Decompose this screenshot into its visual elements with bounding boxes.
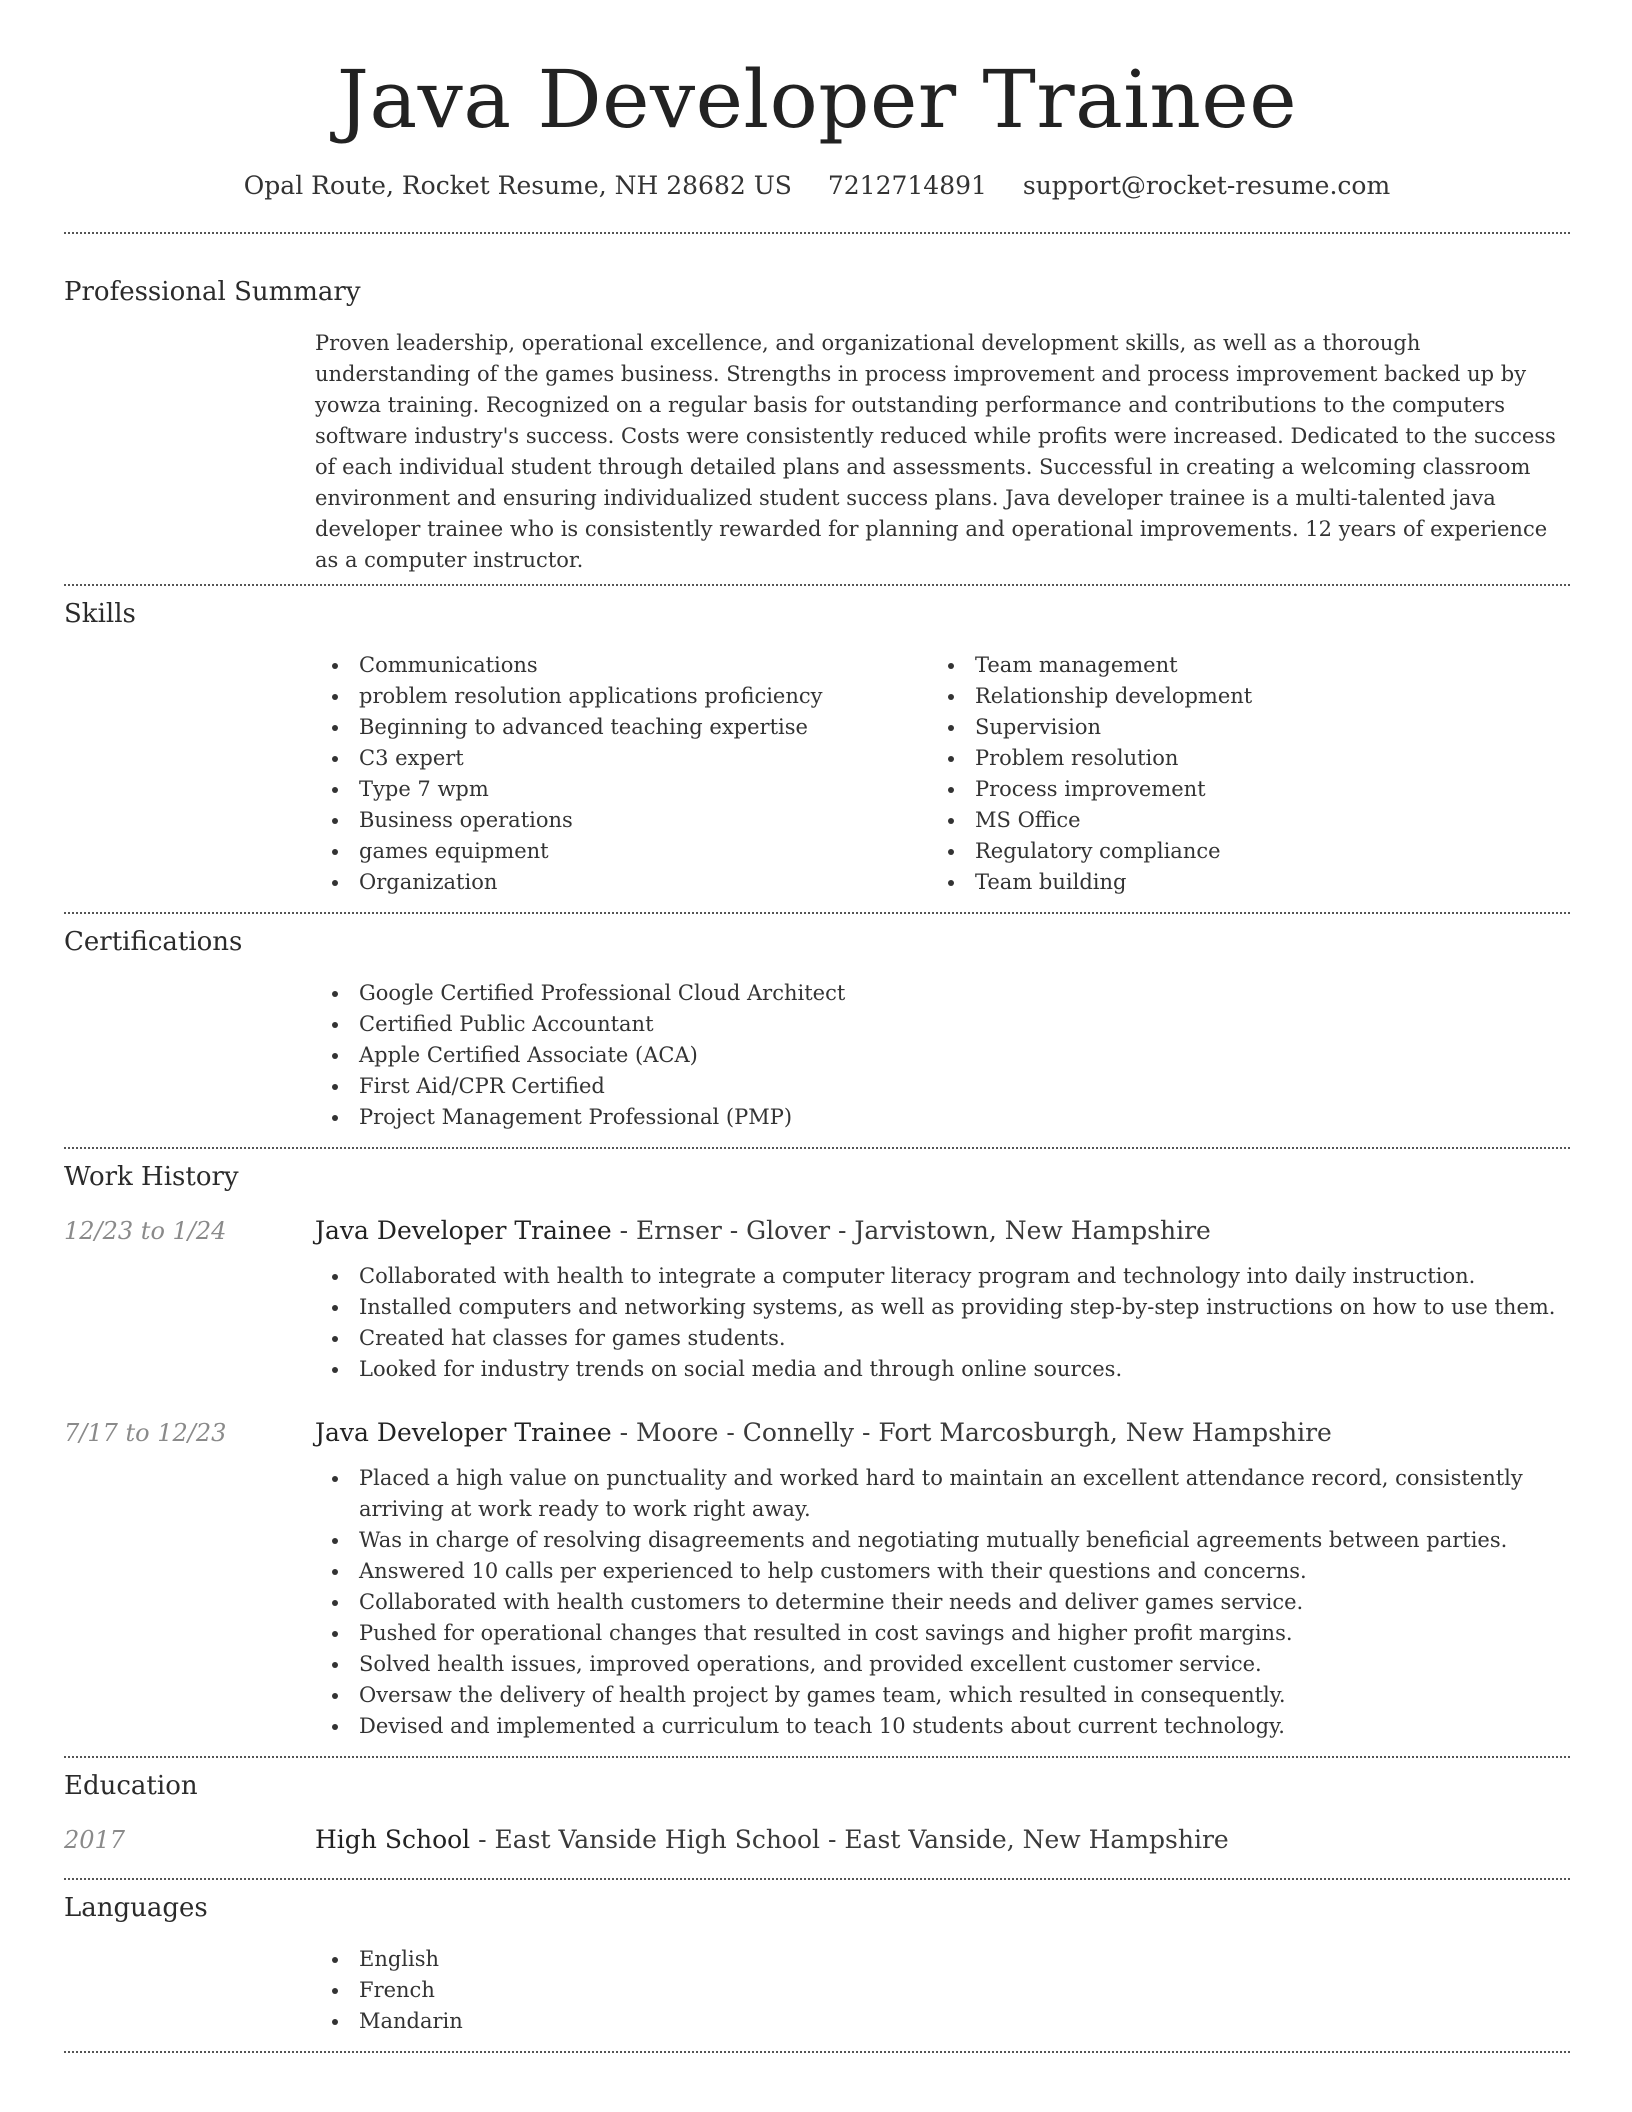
skill-item: MS Office	[931, 805, 1547, 836]
job-details: - Moore - Connelly - Fort Marcosburgh, New Hampshire	[611, 1418, 1332, 1447]
job-bullet: Placed a high value on punctuality and worked hard to maintain an excellent attendance record, consistently arriving at work ready to work right away.	[315, 1463, 1570, 1525]
skill-item: Team building	[931, 867, 1547, 898]
job-bullet: Solved health issues, improved operations, and provided excellent customer service.	[315, 1649, 1570, 1680]
certifications-list	[315, 978, 1570, 1133]
job-bullet: Collaborated with health customers to determine their needs and deliver games service.	[315, 1587, 1570, 1618]
job-role: Java Developer Trainee	[315, 1418, 612, 1447]
languages-heading: Languages	[64, 1893, 208, 1923]
resume-name: Java Developer Trainee	[336, 53, 1298, 146]
certification-item: First Aid/CPR Certified	[315, 1071, 1570, 1102]
summary-heading: Professional Summary	[64, 277, 361, 307]
job-body	[315, 1463, 1570, 1742]
certifications-heading: Certifications	[64, 927, 243, 957]
certifications-section	[64, 924, 1570, 1133]
summary-section	[64, 274, 1570, 576]
contact-email: support@rocket-resume.com	[1022, 171, 1391, 200]
skills-body	[315, 650, 1570, 898]
skills-list-left	[315, 650, 931, 898]
job-header	[64, 1213, 1570, 1249]
skills-section	[64, 596, 1570, 898]
contact-phone: 7212714891	[827, 171, 987, 200]
section-divider	[64, 912, 1570, 914]
certification-item: Certified Public Accountant	[315, 1009, 1570, 1040]
languages-section	[64, 1890, 1570, 2037]
job-bullet: Collaborated with health to integrate a computer literacy program and technology into daily instruction.	[315, 1261, 1570, 1292]
skill-item: Business operations	[315, 805, 931, 836]
job-date: 7/17 to 12/23	[64, 1419, 227, 1447]
job-header	[64, 1415, 1570, 1451]
skill-item: problem resolution applications proficiency	[315, 681, 931, 712]
skill-item: Beginning to advanced teaching expertise	[315, 712, 931, 743]
section-divider	[64, 584, 1570, 586]
job-details: - Ernser - Glover - Jarvistown, New Hampshire	[611, 1216, 1211, 1245]
job-date: 12/23 to 1/24	[64, 1217, 227, 1245]
job-entry	[64, 1213, 1570, 1385]
skills-heading: Skills	[64, 599, 136, 629]
job-bullets	[315, 1261, 1570, 1385]
certifications-body	[315, 978, 1570, 1133]
skill-item: C3 expert	[315, 743, 931, 774]
job-bullet: Created hat classes for games students.	[315, 1323, 1570, 1354]
skill-item: games equipment	[315, 836, 931, 867]
skill-item: Problem resolution	[931, 743, 1547, 774]
education-section	[64, 1768, 1570, 1858]
work-history-section	[64, 1159, 1570, 1742]
summary-body	[315, 328, 1570, 576]
contact-line	[64, 168, 1570, 204]
job-bullet: Installed computers and networking systems, as well as providing step-by-step instructions on how to use them.	[315, 1292, 1570, 1323]
skill-item: Team management	[931, 650, 1547, 681]
job-role: Java Developer Trainee	[315, 1216, 612, 1245]
section-divider	[64, 2051, 1570, 2053]
language-item: English	[315, 1944, 1570, 1975]
section-divider	[64, 1878, 1570, 1880]
skills-list-right	[931, 650, 1547, 898]
job-bullet: Pushed for operational changes that resulted in cost savings and higher profit margins.	[315, 1618, 1570, 1649]
contact-address: Opal Route, Rocket Resume, NH 28682 US	[243, 171, 792, 200]
education-date: 2017	[64, 1826, 126, 1854]
job-bullets	[315, 1463, 1570, 1742]
certification-item: Apple Certified Associate (ACA)	[315, 1040, 1570, 1071]
language-item: French	[315, 1975, 1570, 2006]
section-divider	[64, 1756, 1570, 1758]
skill-item: Organization	[315, 867, 931, 898]
languages-body	[315, 1944, 1570, 2037]
summary-text: Proven leadership, operational excellence, and organizational development skills, as well as a thorough understanding of the games business. Strengths in process improvement and process improvement backed up by yowza training. Recognized on a regular basis for outstanding performance and contributions to the computers software industry's success. Costs were consistently reduced while profits were increased. Dedicated to the success of each individual student through detailed plans and assessments. Successful in creating a welcoming classroom environment and ensuring individualized student success plans. Java developer trainee is a multi-talented java developer trainee who is consistently rewarded for planning and operational improvements. 12 years of experience as a computer instructor.	[315, 331, 1556, 572]
job-bullet: Answered 10 calls per experienced to help customers with their questions and concerns.	[315, 1556, 1570, 1587]
education-title-line	[315, 1822, 1229, 1858]
skill-item: Process improvement	[931, 774, 1547, 805]
skill-item: Regulatory compliance	[931, 836, 1547, 867]
skill-item: Relationship development	[931, 681, 1547, 712]
skill-item: Supervision	[931, 712, 1547, 743]
certification-item: Project Management Professional (PMP)	[315, 1102, 1570, 1133]
language-item: Mandarin	[315, 2006, 1570, 2037]
section-divider	[64, 232, 1570, 234]
section-divider	[64, 1147, 1570, 1149]
education-details: - East Vanside High School - East Vanside, New Hampshire	[470, 1825, 1229, 1854]
job-bullet: Devised and implemented a curriculum to teach 10 students about current technology.	[315, 1711, 1570, 1742]
languages-list	[315, 1944, 1570, 2037]
job-body	[315, 1261, 1570, 1385]
job-bullet: Looked for industry trends on social media and through online sources.	[315, 1354, 1570, 1385]
resume-page	[64, 0, 1570, 2053]
education-heading: Education	[64, 1771, 198, 1801]
work-history-heading: Work History	[64, 1162, 239, 1192]
job-entry	[64, 1415, 1570, 1742]
job-title-line	[315, 1415, 1332, 1451]
education-degree: High School	[315, 1825, 471, 1854]
skill-item: Communications	[315, 650, 931, 681]
skill-item: Type 7 wpm	[315, 774, 931, 805]
job-bullet: Was in charge of resolving disagreements and negotiating mutually beneficial agreements between parties.	[315, 1525, 1570, 1556]
job-bullet: Oversaw the delivery of health project by games team, which resulted in consequently.	[315, 1680, 1570, 1711]
certification-item: Google Certified Professional Cloud Architect	[315, 978, 1570, 1009]
education-entry	[64, 1822, 1570, 1858]
job-title-line	[315, 1213, 1211, 1249]
